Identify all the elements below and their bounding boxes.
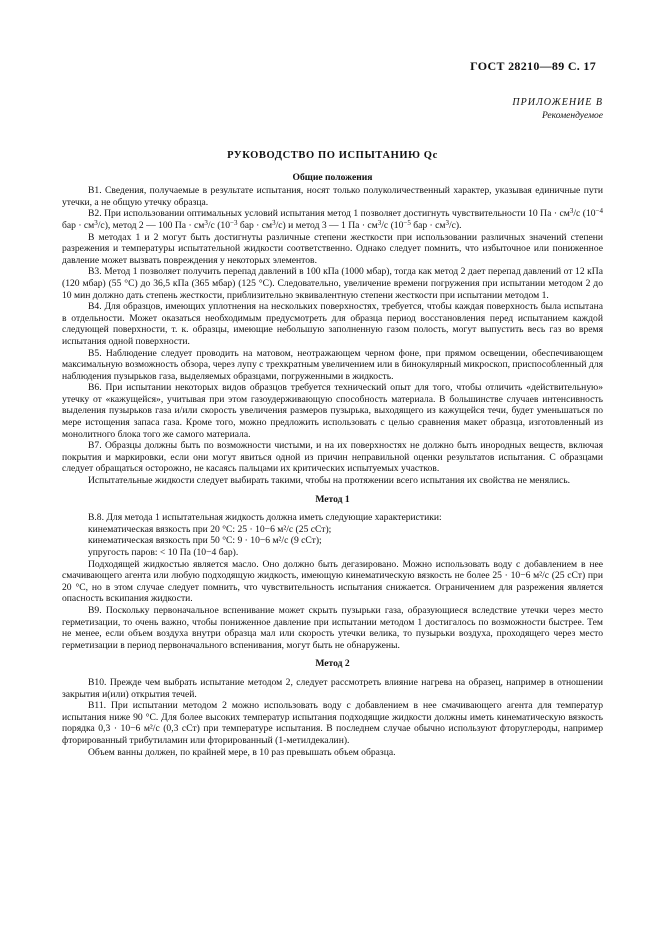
appendix-status: Рекомендуемое [541, 110, 603, 121]
running-header: ГОСТ 28210—89 С. 17 [470, 59, 596, 73]
paragraph-b7: В7. Образцы должны быть по возможности чистыми, и на их поверхностях не должно быть инородных веществ, включая покрытия и маркировки, если они могут явиться одной из причин неправильной оценки результатов испытания. С образцами следует обращаться осторожно, не касаясь пальцами их критических испытуемых участков. [62, 440, 603, 475]
paragraph-b9: В9. Поскольку первоначальное вспенивание может скрыть пузырьки газа, образующиеся вследствие утечки через место герметизации, то очень важно, чтобы пониженное давление при испытании методом 1 достигалось по возможности быстрее. Тем не менее, если объем воздуха внутри образца мал или скорость утечки велика, то пузырьки воздуха, проходящего через место герметизации в период первоначального вспенивания, могут быть не обнаружены. [62, 604, 603, 651]
paragraph-b8-continued: Подходящей жидкостью является масло. Оно должно быть дегазировано. Можно использовать воду с добавлением в нее смачивающего агента или любую подходящую жидкость, имеющую кинематическую вязкость не более 25 · 10−6 м²/с (25 сСт) при 20 °С, но в этом случае следует помнить, что чувствительность испытания снижается. Ограничением для разрежения является опасность вскипания жидкости. [62, 558, 603, 605]
paragraph-b11-continued: Объем ванны должен, по крайней мере, в 10 раз превышать объем образца. [88, 746, 396, 758]
paragraph-b6: В6. При испытании некоторых видов образцов требуется технический опыт для того, чтобы отличить «действительную» утечку от «кажущейся», учитывая при этом газоудерживающую способность материала. В большинстве случаев интенсивность выделения пузырьков газа и/или скорость увеличения размеров пузырька, выходящего из кажущейся течи, будет уменьшаться по мере истощения запаса газа. Кроме того, можно предложить использовать с целью сравнения макет образца, изготовленный из монолитного блока того же самого материала. [62, 382, 603, 440]
b8-characteristic-viscosity-20: кинематическая вязкость при 20 °С: 25 · 10−6 м²/с (25 сСт); [88, 523, 332, 535]
paragraph-b8: В.8. Для метода 1 испытательная жидкость должна иметь следующие характеристики: [88, 512, 442, 524]
paragraph-b11: В11. При испытании методом 2 можно использовать воду с добавлением в нее смачивающего агента для температур испытания ниже 90 °С. Для более высоких температур испытания подходящие жидкости должны иметь кинематическую вязкость порядка 0,3 · 10−6 м²/с (0,3 сСт) при температуре испытания. В последнем случае обычно используют фторуглероды, например фторированный трибутиламин или фторированный (1-метилдекалин). [62, 700, 603, 746]
paragraph-b2-continued: В методах 1 и 2 могут быть достигнуты различные степени жесткости при использовании различных значений степени разрежения и температуры испытательной жидкости соответственно. Однако следует помнить, что избыточное или пониженное давление может вызвать повреждения у некоторых элементов. [62, 231, 603, 266]
paragraph-b3: В3. Метод 1 позволяет получить перепад давлений в 100 кПа (1000 мбар), тогда как метод 2 дает перепад давлений от 12 кПа (120 мбар) (55 °С) до 36,5 кПа (365 мбар) (125 °С). Следовательно, увеличение времени погружения при испытании методом 2 до 10 мин должно дать степень жесткости, приблизительно эквивалентную степени жесткости при испытании методом 1. [62, 266, 603, 301]
section-heading-general: Общие положения [292, 171, 373, 183]
paragraph-b1: В1. Сведения, получаемые в результате испытания, носят только полуколичественный характер, указывая единичные пути утечки, а не общую утечку образца. [62, 185, 603, 208]
paragraph-b10: В10. Прежде чем выбрать испытание методом 2, следует рассмотреть влияние нагрева на образец, например в отношении закрытия и(или) открытия течей. [62, 676, 603, 700]
paragraph-b4: В4. Для образцов, имеющих уплотнения на нескольких поверхностях, требуется, чтобы каждая поверхность была испытана в отдельности. Может оказаться необходимым предусмотреть для образца период восстановления перед испытанием каждой следующей поверхности, т. к. образцы, имеющие небольшую заполненную газом полость, могут выпустить весь газ во время испытания одной поверхности. [62, 301, 603, 347]
b8-characteristic-viscosity-50: кинематическая вязкость при 50 °С: 9 · 10−6 м²/с (9 сСт); [88, 535, 322, 547]
document-title: РУКОВОДСТВО ПО ИСПЫТАНИЮ Qc [227, 150, 438, 161]
b8-characteristic-vapour-pressure: упругость паров: < 10 Па (10−4 бар). [88, 547, 239, 558]
paragraph-b2: В2. При использовании оптимальных условий испытания метод 1 позволяет достигнуть чувствительности 10 Па · $см^3/с$ ($10^{-4}$ бар · $см^3/с$), метод 2 — 100 Па · $см^3/с$ ($10^{-3}$ бар · $см^3/с$) и метод 3 — 1 Па · $см^3/с$ ($10^{-5}$ бар · $см^3/с$). [62, 207, 603, 231]
section-heading-method-2: Метод 2 [315, 658, 350, 670]
appendix-label-block [493, 97, 603, 122]
paragraph-b5: В5. Наблюдение следует проводить на матовом, неотражающем черном фоне, при прямом освещении, обеспечивающем максимальную возможность обзора, через лупу с трехкратным увеличением или в бинокулярный микроскоп, приспособленный для наблюдения пузырьков газа, выделяемых образцами, погруженными в жидкость. [62, 347, 603, 382]
appendix-label: ПРИЛОЖЕНИЕ В [512, 97, 603, 108]
section-heading-method-1: Метод 1 [315, 493, 350, 505]
paragraph-b7-continued: Испытательные жидкости следует выбирать такими, чтобы на протяжении всего испытания их свойства не менялись. [88, 475, 571, 487]
document-body [62, 150, 603, 758]
